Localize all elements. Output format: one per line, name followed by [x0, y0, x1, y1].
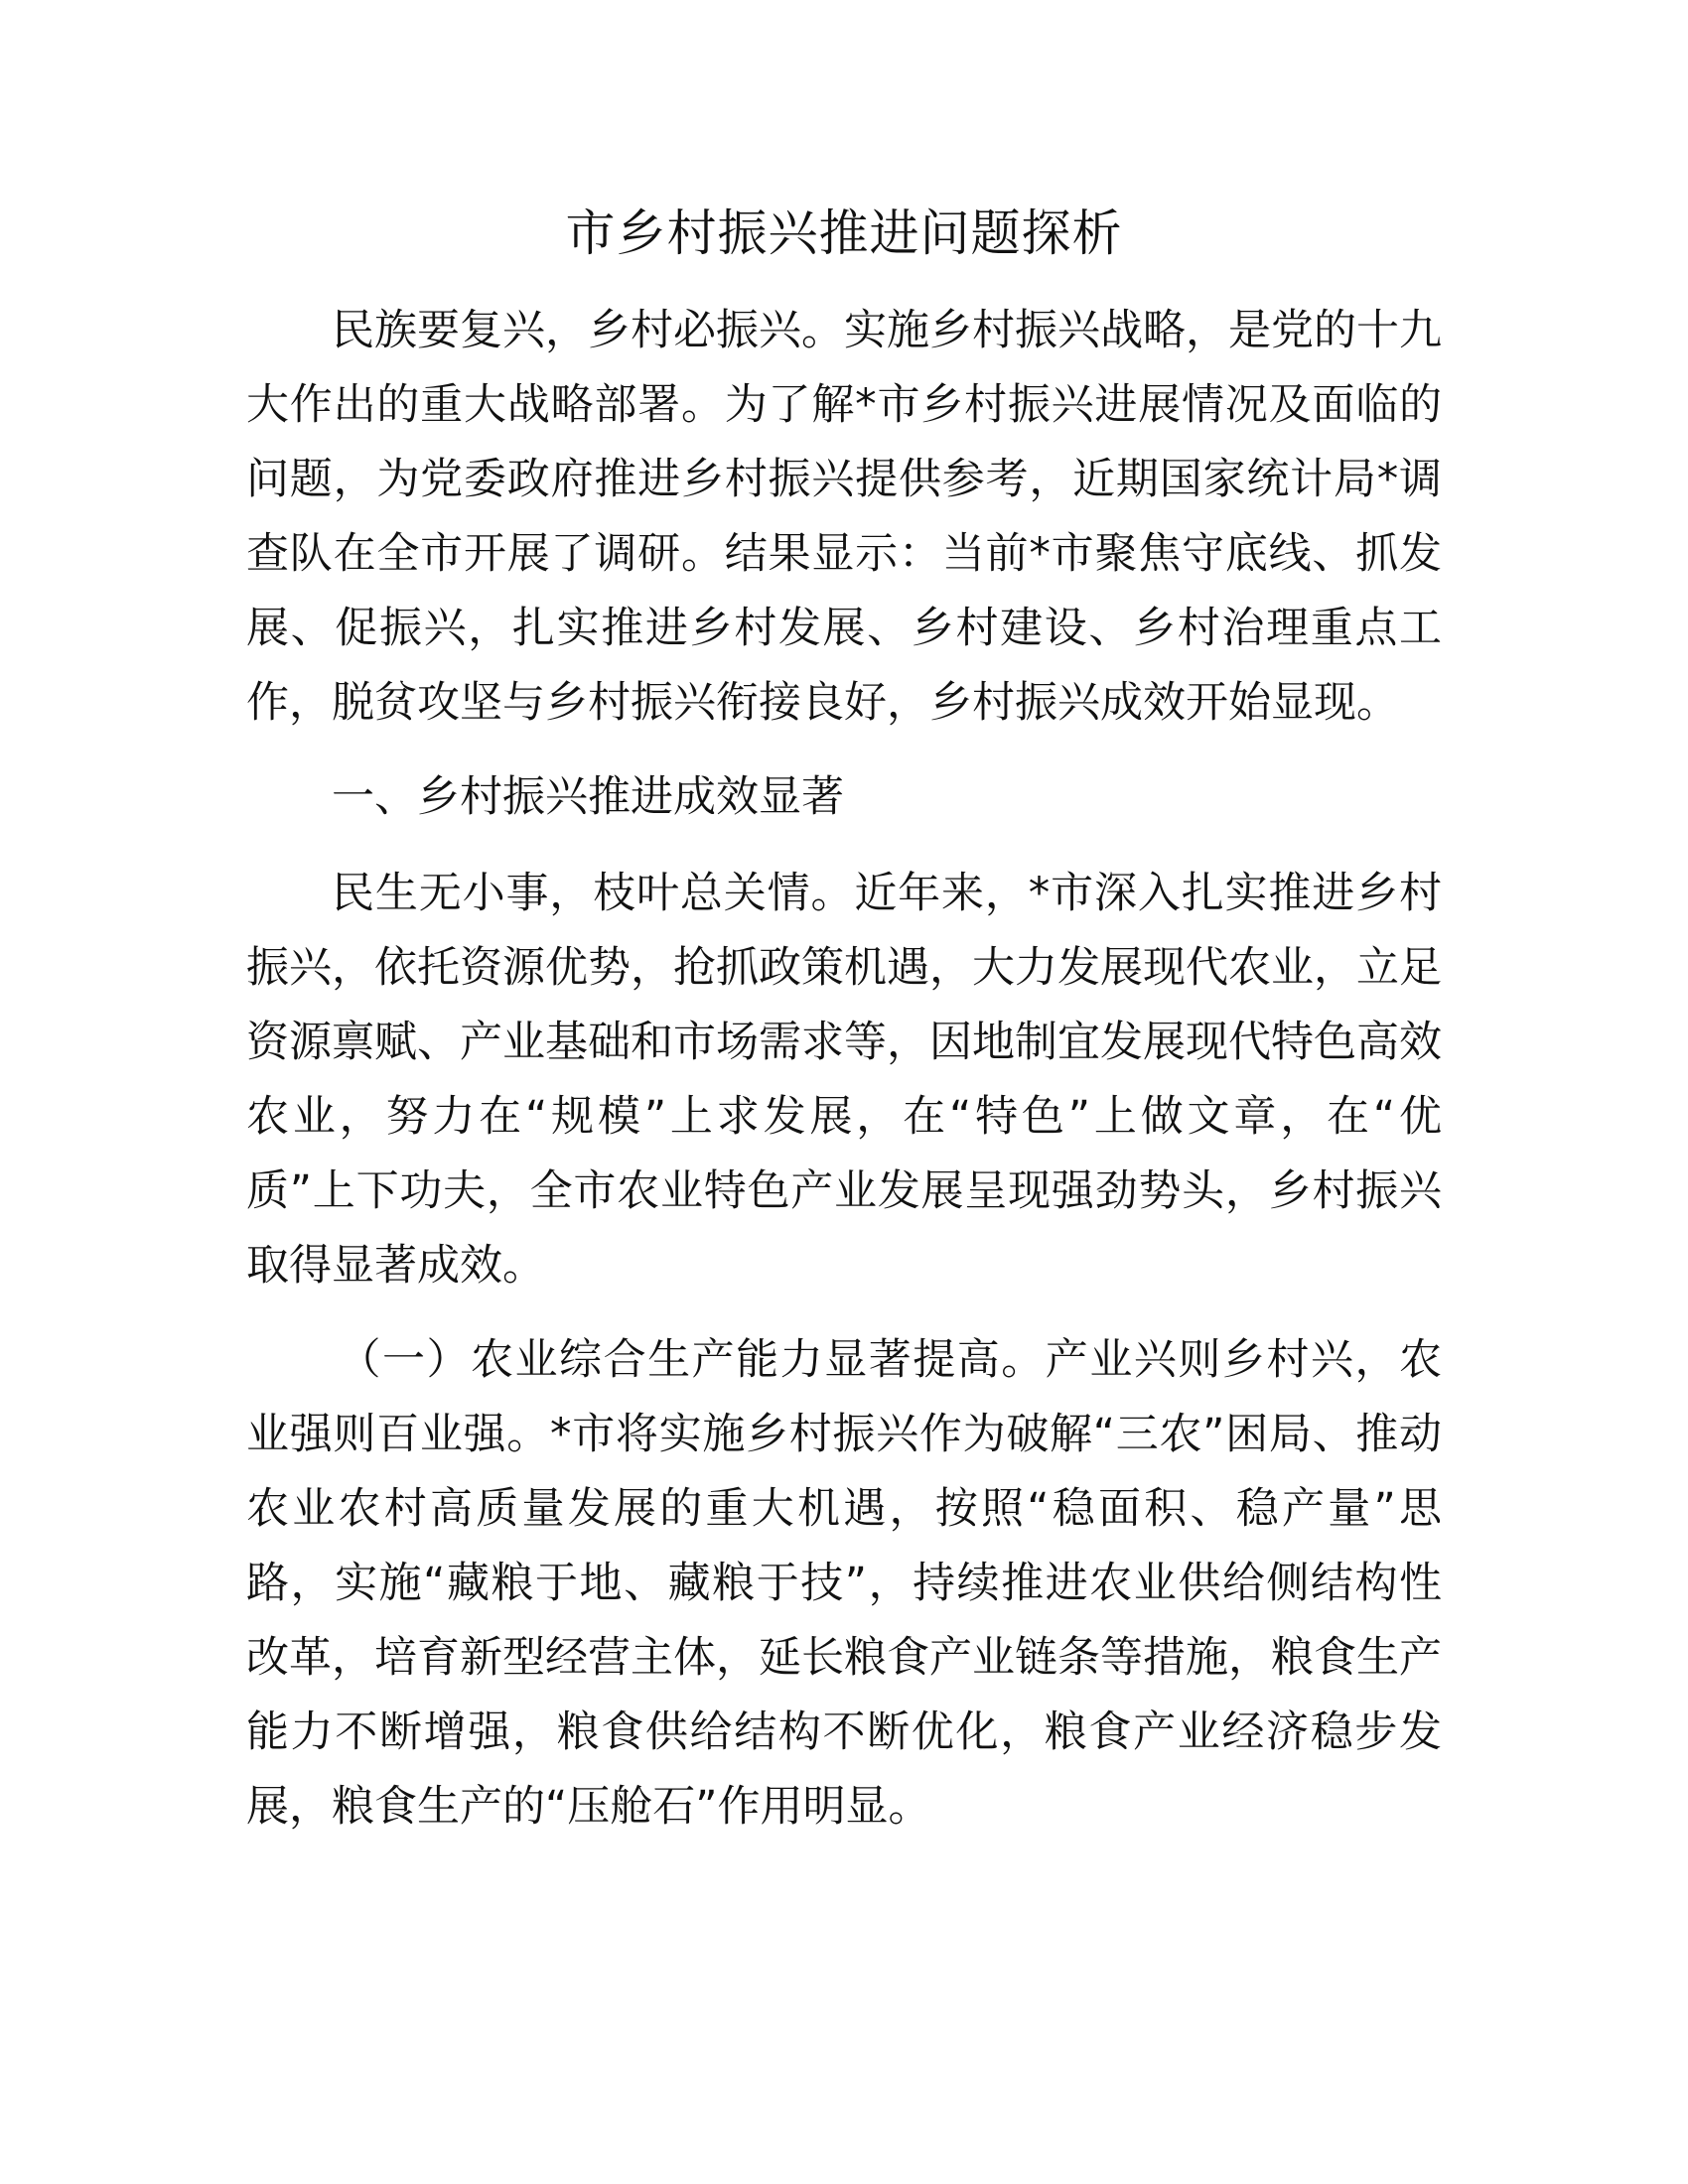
section-paragraph: 民生无小事，枝叶总关情。近年来，*市深入扎实推进乡村振兴，依托资源优势，抢抓政策机遇，大力发展现代农业，立足资源禀赋、产业基础和市场需求等，因地制宜发展现代特色高效农业，努力在“规模”上求发展，在“特色”上做文章，在“优质”上下功夫，全市农业特色产业发展呈现强劲势头，乡村振兴取得显著成效。: [246, 869, 1442, 1291]
intro-paragraph: 民族要复兴，乡村必振兴。实施乡村振兴战略，是党的十九大作出的重大战略部署。为了解*市乡村振兴进展情况及面临的问题，为党委政府推进乡村振兴提供参考，近期国家统计局*调查队在全市开展了调研。结果显示：当前*市聚焦守底线、抓发展、促振兴，扎实推进乡村发展、乡村建设、乡村治理重点工作，脱贫攻坚与乡村振兴衔接良好，乡村振兴成效开始显现。: [246, 306, 1442, 728]
section-heading: 一、乡村振兴推进成效显著: [332, 772, 844, 822]
document-title: 市乡村振兴推进问题探析: [565, 205, 1123, 262]
subsection-paragraph: （一）农业综合生产能力显著提高。产业兴则乡村兴，农业强则百业强。*市将实施乡村振兴作为破解“三农”困局、推动农业农村高质量发展的重大机遇，按照“稳面积、稳产量”思路，实施“藏粮于地、藏粮于技”，持续推进农业供给侧结构性改革，培育新型经营主体，延长粮食产业链条等措施，粮食生产能力不断增强，粮食供给结构不断优化，粮食产业经济稳步发展，粮食生产的“压舱石”作用明显。: [246, 1335, 1442, 1832]
document-body: [246, 294, 1442, 1864]
